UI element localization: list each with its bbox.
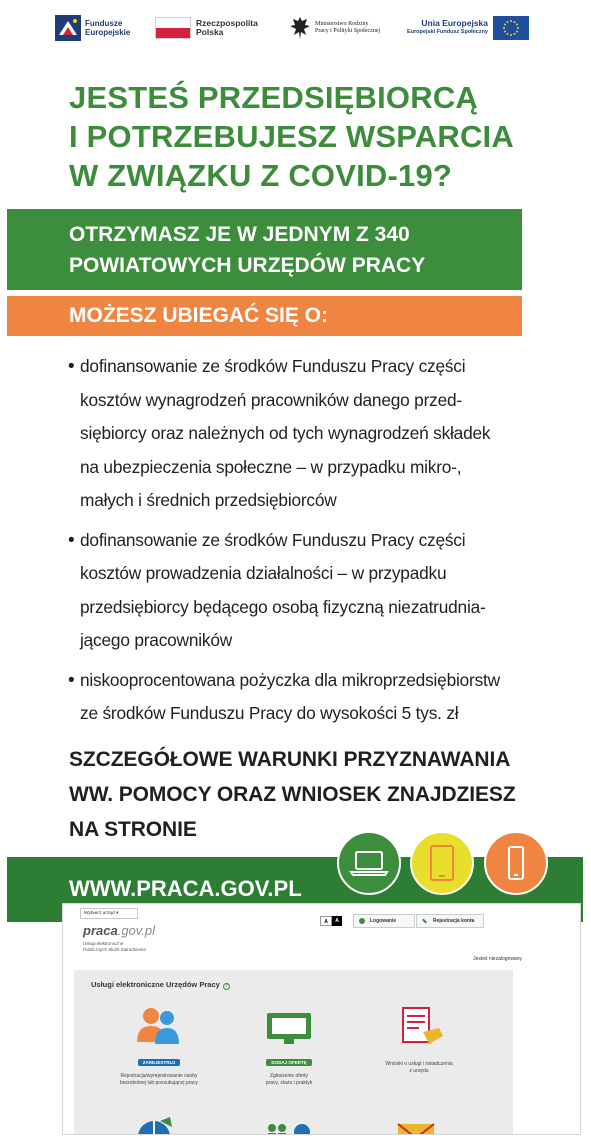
eu-logo (407, 10, 529, 46)
list-item-line: ze środków Funduszu Pracy do wysokości 5 tys. zł (80, 703, 459, 723)
group-icon (264, 1120, 314, 1135)
offices-banner (7, 209, 522, 290)
office-select[interactable]: Wybierz urząd ▾ (80, 908, 138, 919)
tablet-circle (410, 831, 474, 895)
european-funds-icon (55, 15, 81, 41)
login-icon (359, 918, 365, 924)
laptop-circle (337, 831, 401, 895)
website-link[interactable]: WWW.PRACA.GOV.PL (69, 876, 302, 901)
european-funds-line-1: Fundusze (85, 19, 123, 28)
laptop-icon (349, 848, 389, 878)
offices-banner-line: POWIATOWYCH URZĘDÓW PRACY (69, 254, 426, 277)
ministry-logo (289, 10, 380, 46)
contrast-high-button[interactable]: A (332, 916, 342, 926)
service-tile-offer[interactable] (224, 1010, 354, 1087)
envelope-icon (394, 1118, 438, 1135)
details-line: NA STRONIE (69, 818, 197, 841)
headline-line: JESTEŚ PRZEDSIĘBIORCĄ (69, 80, 479, 115)
help-icon[interactable]: ? (224, 983, 228, 989)
ministry-line-1: Ministerstwo Rodziny (315, 21, 369, 27)
apply-for-label: MOŻESZ UBIEGAĆ SIĘ O: (69, 304, 329, 327)
website-preview (62, 903, 581, 1135)
headline (69, 78, 539, 195)
headline-line: W ZWIĄZKU Z COVID-19? (69, 158, 453, 193)
details-line: WW. POMOCY ORAZ WNIOSEK ZNAJDZIESZ (69, 783, 516, 806)
list-item-line: dofinansowanie ze środków Funduszu Pracy części (80, 529, 466, 550)
site-logo-text: praca (83, 923, 118, 938)
list-item (68, 524, 518, 658)
bullet-icon: • (68, 669, 75, 691)
eu-flag-icon (493, 16, 529, 40)
document-hand-icon (389, 1006, 449, 1052)
list-item (68, 350, 518, 518)
tile-caption-line: Wnioski o usługi i świadczenia (385, 1061, 453, 1067)
offices-banner-line: OTRZYMASZ JE W JEDNYM Z 340 (69, 223, 410, 246)
service-tile-applications[interactable] (354, 1006, 484, 1075)
phone-circle (484, 831, 548, 895)
poland-line-1: Rzeczpospolita (196, 18, 258, 28)
monitor-icon (264, 1010, 314, 1046)
site-logo-suffix: .gov.pl (117, 923, 156, 938)
details-heading (69, 742, 529, 847)
offer-badge: DODAJ OFERTĘ (266, 1059, 311, 1066)
register-button[interactable] (416, 914, 484, 928)
details-line: SZCZEGÓŁOWE WARUNKI PRZYZNAWANIA (69, 748, 511, 771)
list-item-line: kosztów wynagrodzeń pracowników danego przed- (80, 389, 462, 410)
headline-line: I POTRZEBUJESZ WSPARCIA (69, 119, 514, 154)
list-item-line: przedsiębiorcy będącego osobą fizyczną niezatrudnia- (80, 596, 486, 617)
office-select-label: Wybierz urząd (84, 911, 115, 916)
list-item-line: jącego pracowników (80, 630, 233, 650)
login-button[interactable] (353, 914, 415, 928)
services-panel-title-text: Usługi elektroniczne Urzędów Pracy (91, 980, 220, 989)
poland-flag-icon (155, 17, 191, 39)
service-tile-register[interactable] (94, 1006, 224, 1087)
login-label: Logowanie (370, 918, 397, 924)
apply-for-banner (7, 296, 522, 336)
logo-strip (55, 10, 535, 46)
tile-caption-line: z urzędu (409, 1068, 429, 1074)
register-badge: ZAREJESTRUJ (138, 1059, 181, 1066)
support-list (68, 350, 518, 737)
register-label: Rejestracja konta (433, 918, 475, 924)
list-item-line: dofinansowanie ze środków Funduszu Pracy części (80, 356, 466, 376)
services-panel-title (91, 980, 230, 990)
ministry-line-2: Pracy i Polityki Społecznej (315, 28, 381, 34)
site-tagline (83, 941, 163, 953)
tile-caption-line: bezrobotnej lub poszukującej pracy (119, 1080, 199, 1086)
site-tagline-line: Usługi elektroniczne (83, 941, 124, 946)
people-icon (129, 1006, 189, 1046)
list-item-line: na ubezpieczenia społeczne – w przypadku mikro-, (80, 456, 462, 477)
bullet-icon: • (68, 529, 75, 551)
eagle-icon (289, 15, 311, 41)
site-logo[interactable] (83, 923, 155, 938)
login-status: Jesteś niezalogowany (473, 956, 522, 962)
eu-line-1: Unia Europejska (421, 18, 488, 28)
pencil-icon (422, 919, 427, 924)
poland-logo (155, 10, 258, 46)
contrast-normal-button[interactable]: A (320, 916, 332, 926)
poland-line-2: Polska (196, 27, 224, 37)
list-item (68, 664, 518, 731)
list-item-line: niskooprocentowana pożyczka dla mikroprzedsiębiorstw (80, 669, 500, 690)
list-item-line: siębiorcy oraz należnych od tych wynagrodzeń składek (80, 423, 491, 443)
european-funds-line-2: Europejskie (85, 28, 131, 37)
site-tagline-line: Publicznych Służb Zatrudnienia (83, 947, 146, 952)
globe-icon (134, 1115, 174, 1135)
european-funds-logo (55, 10, 130, 46)
tablet-icon (427, 844, 457, 882)
phone-icon (504, 844, 528, 882)
services-panel (74, 970, 513, 1135)
tile-caption-line: pracy, stażu i praktyk (265, 1080, 313, 1086)
bullet-icon: • (68, 356, 75, 377)
list-item-line: małych i średnich przedsiębiorców (80, 490, 337, 510)
tile-caption-line: Zgłoszenie oferty (269, 1073, 309, 1079)
contrast-toggle[interactable] (320, 916, 342, 926)
list-item-line: kosztów prowadzenia działalności – w przypadku (80, 563, 447, 583)
tile-caption-line: Rejestracja/wyrejestrowanie osoby (120, 1073, 198, 1079)
eu-line-2: Europejski Fundusz Społeczny (407, 29, 488, 35)
